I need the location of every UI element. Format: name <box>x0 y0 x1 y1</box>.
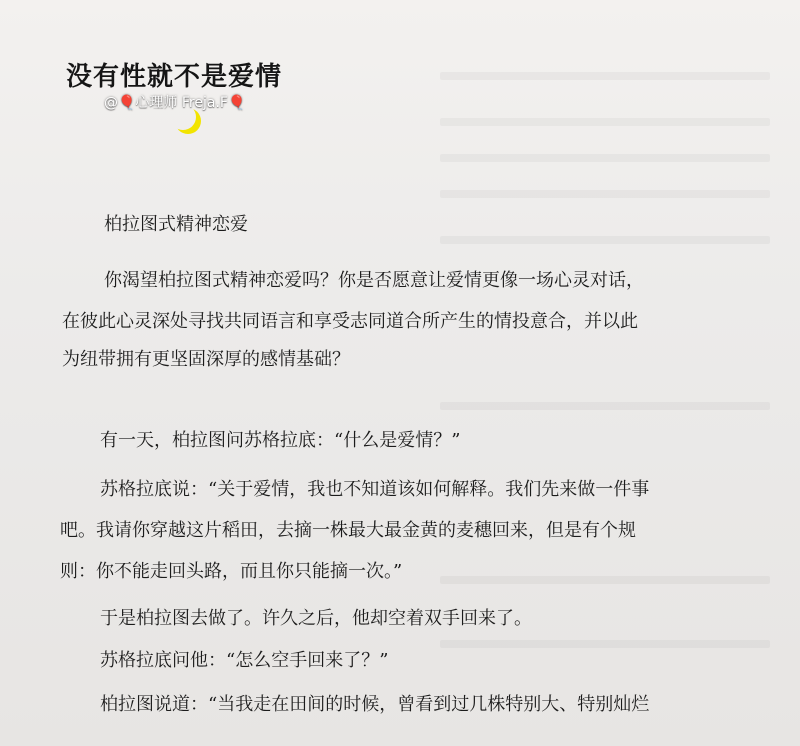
paragraph-line: 为纽带拥有更坚固深厚的感情基础？ <box>62 349 350 370</box>
bleed-through-line <box>440 118 770 126</box>
paragraph-line: 吧。我请你穿越这片稻田，去摘一株最大最金黄的麦穗回来，但是有个规 <box>60 520 636 541</box>
watermark-text: @🎈心理师 Freja.F🎈 <box>104 95 246 111</box>
paragraph-line: 有一天，柏拉图问苏格拉底：“什么是爱情？” <box>100 430 461 451</box>
moon-sticker-icon <box>170 104 196 130</box>
bleed-through-line <box>440 576 770 584</box>
bleed-through-line <box>440 154 770 162</box>
paragraph-line: 于是柏拉图去做了。许久之后，他却空着双手回来了。 <box>100 608 532 629</box>
paragraph-line: 苏格拉底问他：“怎么空手回来了？” <box>100 650 389 671</box>
bleed-through-line <box>440 72 770 80</box>
bleed-through-line <box>440 402 770 410</box>
paragraph-line: 则：你不能走回头路，而且你只能摘一次。” <box>60 561 403 582</box>
bleed-through-line <box>440 190 770 198</box>
paragraph-line: 你渴望柏拉图式精神恋爱吗？你是否愿意让爱情更像一场心灵对话， <box>104 270 644 291</box>
paragraph-line: 在彼此心灵深处寻找共同语言和享受志同道合所产生的情投意合，并以此 <box>62 311 638 332</box>
bleed-through-line <box>440 236 770 244</box>
page-title: 没有性就不是爱情 <box>66 62 283 92</box>
bleed-through-line <box>440 640 770 648</box>
paragraph-line: 苏格拉底说：“关于爱情，我也不知道该如何解释。我们先来做一件事 <box>100 479 650 500</box>
section-heading: 柏拉图式精神恋爱 <box>104 214 248 235</box>
paragraph-line: 柏拉图说道：“当我走在田间的时候，曾看到过几株特别大、特别灿烂 <box>100 694 650 715</box>
